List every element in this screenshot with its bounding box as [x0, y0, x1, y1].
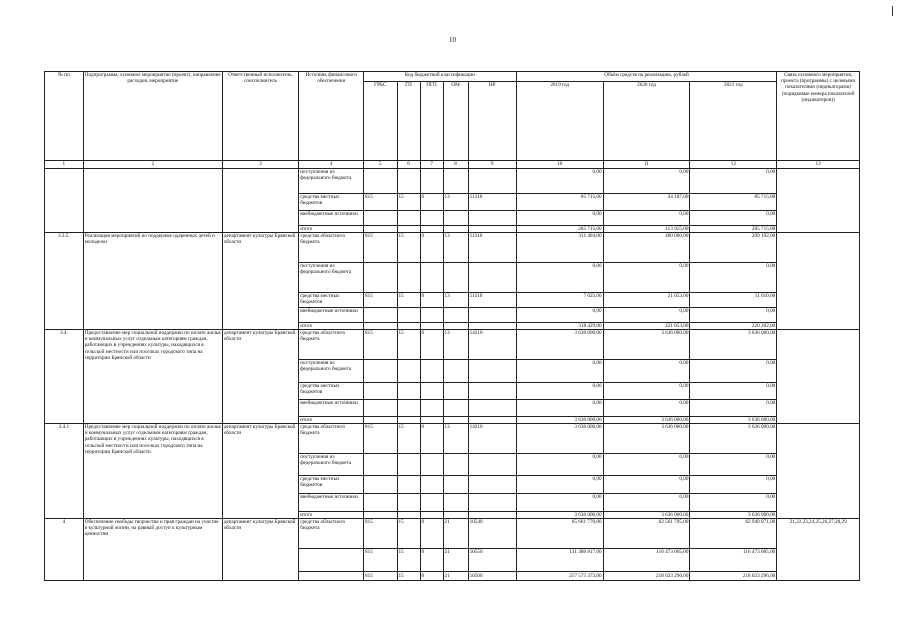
row-2020-cell: 0,00 [603, 476, 690, 494]
row-om-cell [443, 417, 468, 424]
row-source-cell: средства областного бюджета [299, 330, 364, 360]
row-link-cell [777, 424, 860, 519]
column-number: 1 [45, 161, 84, 169]
row-pgp-cell [420, 169, 443, 194]
row-om-cell [443, 494, 468, 512]
row-2020-cell: 0,00 [603, 383, 690, 400]
row-grbs-cell [364, 226, 397, 233]
row-grbs-cell [364, 512, 397, 519]
row-pgp-cell [420, 323, 443, 330]
row-2020-cell: 62 561 795,00 [603, 519, 690, 549]
row-2020-cell: 400 000,00 [603, 233, 690, 263]
row-2020-cell: 0,00 [603, 263, 690, 293]
row-source-cell: средства областного бюджета [299, 424, 364, 454]
row-grbs-cell: 815 [364, 293, 397, 308]
row-pgp-cell [420, 400, 443, 417]
column-number: 11 [603, 161, 690, 169]
row-2020-cell: 113 955,00 [603, 226, 690, 233]
row-grbs-cell [364, 308, 397, 323]
row-2019-cell: 3 636 000,00 [516, 512, 603, 519]
row-2019-cell: 0,00 [516, 360, 603, 383]
row-pgp-cell: 0 [420, 549, 443, 572]
row-gp-cell [397, 360, 420, 383]
row-om-cell: 21 [443, 549, 468, 572]
row-pgp-cell [420, 211, 443, 226]
row-np-cell [468, 494, 516, 512]
row-2021-cell: 218 023 296,00 [690, 572, 777, 581]
row-grbs-cell [364, 263, 397, 293]
row-2019-cell: 0,00 [516, 383, 603, 400]
row-gp-cell: 15 [397, 194, 420, 211]
header-row-1 [45, 72, 860, 82]
row-om-cell [443, 383, 468, 400]
row-name-cell [83, 169, 222, 233]
row-source-cell: итого [299, 323, 364, 330]
row-2020-cell: 0,00 [603, 211, 690, 226]
column-number: 3 [222, 161, 298, 169]
row-2020-cell: 3 636 000,00 [603, 512, 690, 519]
row-grbs-cell [364, 454, 397, 476]
row-source-cell: поступления из федерального бюджета [299, 454, 364, 476]
header-2020: 2020 год [603, 82, 690, 161]
row-source-cell: средства местных бюджетов [299, 476, 364, 494]
row-name-cell: Предоставление мер социальной поддержки по оплате жилья и коммунальных услуг отдельным категориям граждан, работающих в учреждениях культуры, находящихся в сельской местности или поселках городского типа на территории Брянской области [83, 330, 222, 424]
row-om-cell [443, 226, 468, 233]
row-2020-cell: 0,00 [603, 360, 690, 383]
row-np-cell [468, 417, 516, 424]
row-2020-cell: 21 053,00 [603, 293, 690, 308]
row-np-cell: 11310 [468, 293, 516, 308]
row-gp-cell [397, 494, 420, 512]
row-grbs-cell: 815 [364, 194, 397, 211]
row-pgp-cell [420, 417, 443, 424]
row-np-cell [468, 226, 516, 233]
row-pgp-cell [420, 383, 443, 400]
row-gp-cell: 15 [397, 233, 420, 263]
row-grbs-cell [364, 400, 397, 417]
row-pgp-cell [420, 360, 443, 383]
row-source-cell: поступления из федерального бюджета [299, 169, 364, 194]
row-np-cell [468, 454, 516, 476]
row-2019-cell: 0,00 [516, 308, 603, 323]
header-link: Связь основного мероприятия, проекта (программы) с целевыми показателями (индикаторами) (порядковые номера показателей (индикаторов)) [777, 72, 860, 161]
row-2021-cell: 0,00 [690, 454, 777, 476]
row-gp-cell [397, 226, 420, 233]
row-2021-cell: 3 636 000,00 [690, 512, 777, 519]
row-2021-cell: 220 202,00 [690, 323, 777, 330]
row-gp-cell: 15 [397, 519, 420, 549]
row-source-cell: внебюджетные источники [299, 211, 364, 226]
row-gp-cell [397, 263, 420, 293]
row-om-cell [443, 400, 468, 417]
row-link-cell: 21,22,23,24,25,26,27,28,29 [777, 519, 860, 581]
row-pgp-cell: 0 [420, 233, 443, 263]
row-grbs-cell [364, 211, 397, 226]
row-om-cell [443, 263, 468, 293]
row-om-cell [443, 512, 468, 519]
row-2019-cell: 131 386 817,00 [516, 549, 603, 572]
row-source-cell: итого [299, 417, 364, 424]
row-gp-cell: 15 [397, 549, 420, 572]
header-code-group: Код бюджетной классификации [364, 72, 517, 82]
header-om: ОМ [443, 82, 468, 161]
row-2021-cell: 0,00 [690, 383, 777, 400]
row-pgp-cell [420, 494, 443, 512]
column-number: 6 [397, 161, 420, 169]
row-2021-cell: 62 940 071,00 [690, 519, 777, 549]
row-2019-cell: 3 636 000,00 [516, 417, 603, 424]
row-np-cell [468, 169, 516, 194]
row-om-cell [443, 169, 468, 194]
row-2020-cell: 421 053,00 [603, 323, 690, 330]
row-2021-cell: 209 192,00 [690, 233, 777, 263]
row-pgp-cell [420, 226, 443, 233]
row-om-cell [443, 454, 468, 476]
row-np-cell: 10550 [468, 549, 516, 572]
row-om-cell [443, 476, 468, 494]
row-2021-cell: 3 636 000,00 [690, 330, 777, 360]
row-np-cell [468, 512, 516, 519]
row-np-cell [468, 263, 516, 293]
column-number: 9 [468, 161, 516, 169]
row-om-cell: 13 [443, 424, 468, 454]
row-gp-cell: 15 [397, 424, 420, 454]
header-2019: 2019 год [516, 82, 603, 161]
row-pgp-cell [420, 454, 443, 476]
row-2020-cell: 0,00 [603, 454, 690, 476]
row-om-cell [443, 323, 468, 330]
row-2019-cell: 0,00 [516, 263, 603, 293]
row-executor-cell: департамент культуры Брянской области [222, 233, 298, 330]
row-source-cell: внебюджетные источники [299, 400, 364, 417]
row-2020-cell: 0,00 [603, 494, 690, 512]
row-2020-cell: 3 636 000,00 [603, 417, 690, 424]
row-2021-cell: 116 473 065,00 [690, 549, 777, 572]
row-gp-cell [397, 308, 420, 323]
header-gp: ГП [397, 82, 420, 161]
row-np-cell [468, 400, 516, 417]
row-2021-cell: 285 715,00 [690, 226, 777, 233]
row-source-cell: поступления из федерального бюджета [299, 263, 364, 293]
row-2019-cell: 3 636 000,00 [516, 424, 603, 454]
row-gp-cell [397, 512, 420, 519]
row-source-cell: итого [299, 512, 364, 519]
row-gp-cell [397, 476, 420, 494]
row-source-cell: средства местных бюджетов [299, 194, 364, 211]
column-number: 4 [299, 161, 364, 169]
row-np-cell [468, 360, 516, 383]
margin-mark [892, 6, 893, 16]
row-2019-cell: 0,00 [516, 476, 603, 494]
row-gp-cell [397, 211, 420, 226]
row-grbs-cell: 815 [364, 233, 397, 263]
row-2019-cell: 0,00 [516, 400, 603, 417]
row-2021-cell: 0,00 [690, 169, 777, 194]
row-gp-cell [397, 417, 420, 424]
row-grbs-cell [364, 417, 397, 424]
row-2020-cell: 0,00 [603, 400, 690, 417]
column-number: 8 [443, 161, 468, 169]
row-np-cell: 11310 [468, 194, 516, 211]
row-executor-cell [222, 169, 298, 233]
row-link-cell [777, 169, 860, 233]
header-np: НР [468, 82, 516, 161]
row-gp-cell [397, 454, 420, 476]
row-grbs-cell [364, 476, 397, 494]
row-grbs-cell: 815 [364, 330, 397, 360]
row-pgp-cell [420, 512, 443, 519]
row-om-cell: 13 [443, 330, 468, 360]
row-grbs-cell [364, 383, 397, 400]
row-grbs-cell: 815 [364, 572, 397, 581]
row-2021-cell: 0,00 [690, 360, 777, 383]
row-link-cell [777, 233, 860, 330]
row-2020-cell: 34 187,00 [603, 194, 690, 211]
row-2019-cell: 0,00 [516, 494, 603, 512]
row-2019-cell: 318 429,00 [516, 323, 603, 330]
row-2019-cell: 257 575 373,00 [516, 572, 603, 581]
column-number: 10 [516, 161, 603, 169]
column-number: 7 [420, 161, 443, 169]
header-num: № пп [45, 72, 84, 161]
header-pgp: ПГП [420, 82, 443, 161]
row-om-cell [443, 211, 468, 226]
column-number: 2 [83, 161, 222, 169]
row-2019-cell: 3 636 000,00 [516, 330, 603, 360]
row-2019-cell: 0,00 [516, 454, 603, 476]
budget-table [44, 71, 860, 581]
page-number: 10 [449, 36, 456, 44]
row-name-cell: Предоставление мер социальной поддержки по оплате жилья и коммунальных услуг отдельным категориям граждан, работающих в учреждениях культуры, находящихся в сельской местности или поселках городского типа на территории Брянской области [83, 424, 222, 519]
row-executor-cell: департамент культуры Брянской области [222, 424, 298, 519]
row-pgp-cell: 0 [420, 293, 443, 308]
row-source-cell: средства местных бюджетов [299, 383, 364, 400]
row-name-cell: Реализация мероприятий по поддержке одаренных детей и молодежи [83, 233, 222, 330]
row-source-cell [299, 572, 364, 581]
header-executor: Ответственный исполнитель, соисполнитель [222, 72, 298, 161]
row-2021-cell: 0,00 [690, 263, 777, 293]
row-pgp-cell: 0 [420, 519, 443, 549]
table-row [45, 233, 860, 263]
row-np-cell: 14210 [468, 424, 516, 454]
row-link-cell [777, 330, 860, 424]
header-source: Источник финансового обеспечения [299, 72, 364, 161]
table-body [45, 169, 860, 581]
row-2021-cell: 3 636 000,00 [690, 424, 777, 454]
row-source-cell: средства областного бюджета [299, 233, 364, 263]
row-2021-cell: 0,00 [690, 308, 777, 323]
row-gp-cell: 15 [397, 330, 420, 360]
row-grbs-cell [364, 323, 397, 330]
row-grbs-cell: 815 [364, 424, 397, 454]
row-number-cell: 3.3.5. [45, 233, 84, 330]
row-2021-cell: 0,00 [690, 494, 777, 512]
row-om-cell [443, 360, 468, 383]
row-2021-cell: 85 715,00 [690, 194, 777, 211]
row-grbs-cell: 815 [364, 549, 397, 572]
row-number-cell: 3.4.1 [45, 424, 84, 519]
row-number-cell: 3.4. [45, 330, 84, 424]
header-grbs: ГРБС [364, 82, 397, 161]
row-2021-cell: 0,00 [690, 400, 777, 417]
row-number-cell [45, 169, 84, 233]
row-2020-cell: 3 636 000,00 [603, 424, 690, 454]
row-pgp-cell: 0 [420, 424, 443, 454]
header-2021: 2021 год [690, 82, 777, 161]
row-om-cell [443, 308, 468, 323]
row-np-cell [468, 211, 516, 226]
table-row [45, 169, 860, 194]
column-number-row [45, 161, 860, 169]
column-number: 12 [690, 161, 777, 169]
row-pgp-cell [420, 476, 443, 494]
row-2021-cell: 11 010,00 [690, 293, 777, 308]
row-number-cell: 4 [45, 519, 84, 581]
row-np-cell [468, 323, 516, 330]
row-2021-cell: 3 636 000,00 [690, 417, 777, 424]
row-om-cell: 21 [443, 519, 468, 549]
row-pgp-cell [420, 263, 443, 293]
row-pgp-cell: 0 [420, 330, 443, 360]
row-2019-cell: 65 661 776,00 [516, 519, 603, 549]
row-source-cell: средства местных бюджетов [299, 293, 364, 308]
row-pgp-cell: 0 [420, 572, 443, 581]
row-2020-cell: 3 636 000,00 [603, 330, 690, 360]
row-2020-cell: 116 473 065,00 [603, 549, 690, 572]
row-gp-cell: 15 [397, 293, 420, 308]
row-np-cell: 10540 [468, 519, 516, 549]
column-number: 5 [364, 161, 397, 169]
row-np-cell: 14210 [468, 330, 516, 360]
header-name: Подпрограмма, основное мероприятие (проект), направление расходов, мероприятие [83, 72, 222, 161]
row-2021-cell: 0,00 [690, 211, 777, 226]
row-2019-cell: 0,00 [516, 211, 603, 226]
row-2019-cell: 7 025,00 [516, 293, 603, 308]
row-executor-cell: департамент культуры Брянской области [222, 330, 298, 424]
row-np-cell: 11310 [468, 233, 516, 263]
column-number: 13 [777, 161, 860, 169]
row-np-cell [468, 476, 516, 494]
row-pgp-cell: 0 [420, 194, 443, 211]
row-source-cell: средства областного бюджета [299, 519, 364, 549]
row-2020-cell: 0,00 [603, 308, 690, 323]
row-2019-cell: 85 715,00 [516, 194, 603, 211]
row-gp-cell [397, 323, 420, 330]
row-grbs-cell [364, 169, 397, 194]
row-source-cell: внебюджетные источники [299, 494, 364, 512]
row-gp-cell [397, 169, 420, 194]
row-2020-cell: 218 023 296,00 [603, 572, 690, 581]
row-grbs-cell: 815 [364, 519, 397, 549]
table-row [45, 424, 860, 454]
row-om-cell: 13 [443, 233, 468, 263]
row-source-cell: внебюджетные источники [299, 308, 364, 323]
table-row [45, 519, 860, 549]
row-2019-cell: 311 404,00 [516, 233, 603, 263]
header-volume-group: Объём средств на реализацию, рублей [516, 72, 776, 82]
row-source-cell: поступления из федерального бюджета [299, 360, 364, 383]
row-source-cell: итого [299, 226, 364, 233]
row-om-cell: 21 [443, 572, 468, 581]
row-grbs-cell [364, 494, 397, 512]
row-np-cell [468, 383, 516, 400]
row-2020-cell: 0,00 [603, 169, 690, 194]
row-source-cell [299, 549, 364, 572]
row-pgp-cell [420, 308, 443, 323]
row-name-cell: Обеспечение свободы творчества и прав граждан на участие в культурной жизни, на равный доступ к культурным ценностям [83, 519, 222, 581]
row-om-cell: 13 [443, 194, 468, 211]
row-grbs-cell [364, 360, 397, 383]
row-gp-cell [397, 400, 420, 417]
row-np-cell [468, 308, 516, 323]
table-row [45, 330, 860, 360]
row-np-cell: 10560 [468, 572, 516, 581]
row-executor-cell: департамент культуры Брянской области [222, 519, 298, 581]
row-gp-cell [397, 383, 420, 400]
row-gp-cell: 15 [397, 572, 420, 581]
row-2019-cell: 0,00 [516, 169, 603, 194]
row-om-cell: 13 [443, 293, 468, 308]
row-2021-cell: 0,00 [690, 476, 777, 494]
row-2019-cell: 285 715,00 [516, 226, 603, 233]
